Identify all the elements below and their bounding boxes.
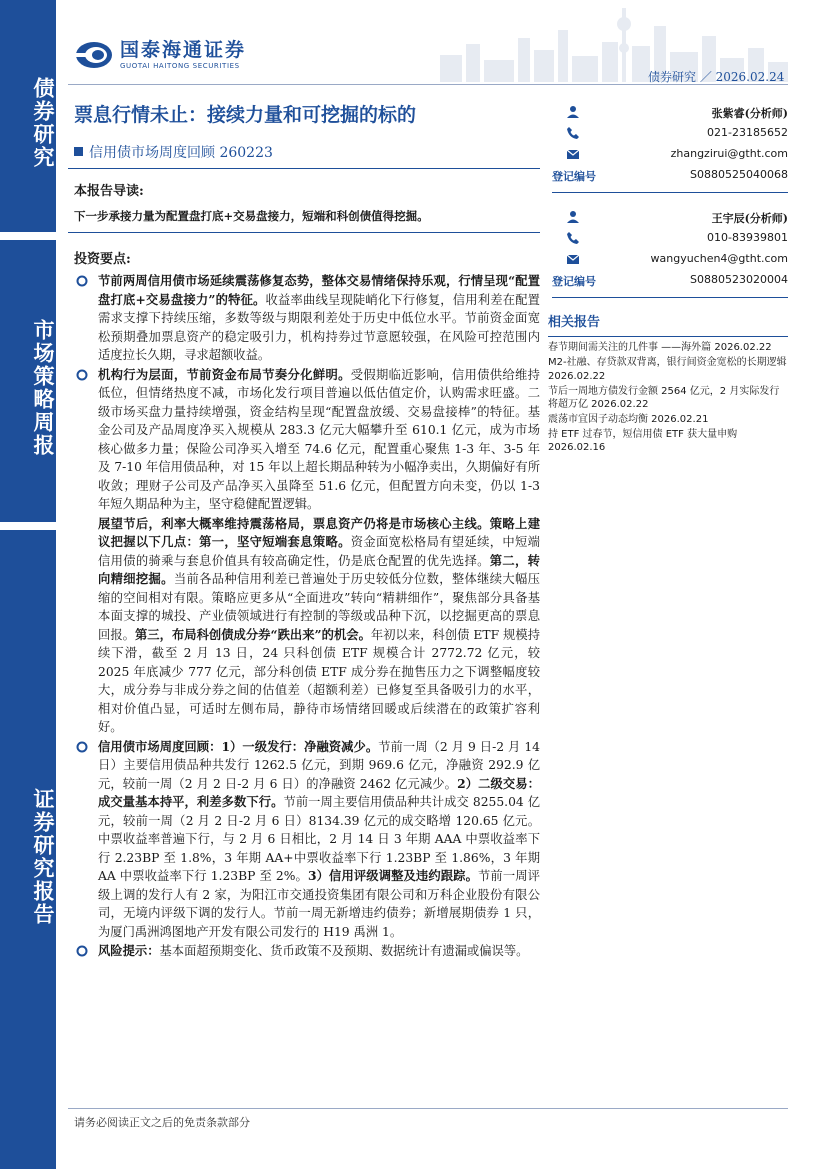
analyst-email-row — [552, 144, 788, 165]
analyst-divider — [552, 192, 788, 193]
point-4-bold-2: 2）二级交易：成交量基本持平，利差多数下行。 — [98, 775, 540, 809]
circle-bullet-icon — [76, 945, 88, 957]
person-icon — [566, 210, 580, 224]
point-5 — [74, 942, 540, 961]
phone-icon — [566, 126, 580, 140]
analyst-reg-row — [552, 165, 788, 186]
email-icon — [566, 252, 580, 266]
point-4-bold-3: 3）信用评级调整及违约跟踪。 — [307, 868, 479, 883]
guide-text: 下一步承接力量为配置盘打底+交易盘接力，短端和科创债值得挖掘。 — [74, 209, 429, 223]
point-2 — [74, 366, 540, 514]
point-2-bold: 机构行为层面，节前资金布局节奏分化鲜明。 — [98, 366, 351, 382]
analyst-reg-label: 登记编号 — [552, 170, 596, 183]
related-report-link[interactable]: 震荡市宜因子动态均衡 2026.02.21 — [548, 413, 709, 425]
related-report-link[interactable]: 节后一周地方债发行金额 2564 亿元，2 月实际发行将超万亿 2026.02.22 — [548, 385, 780, 411]
logo-mark-icon — [74, 40, 114, 70]
phone-icon — [566, 231, 580, 245]
analyst-name: 王宇辰(分析师) — [711, 212, 788, 225]
point-3 — [74, 515, 540, 737]
point-3-text-2: 当前各品种信用利差已普遍处于历史较低分位数，整体继续大幅压缩的空间相对有限。策略应更多从“全面进攻”转向“精耕细作”，聚焦部分具备基本面支撑的城投、产业债领域进行有控制的等级或品种下沉，以挖掘更高的票息回报。 — [98, 572, 540, 642]
company-logo — [74, 38, 246, 72]
analyst-name-row — [552, 207, 788, 228]
report-subtitle-text: 信用债市场周度回顾 260223 — [89, 145, 273, 161]
point-1 — [74, 272, 540, 365]
footer-divider — [68, 1108, 788, 1109]
point-3-bold-2: 第二，转向精细挖掘。 — [98, 552, 540, 586]
point-3-bold-3: 第三，布局科创债成分券“跌出来”的机会。 — [134, 626, 371, 642]
sidebar-label-strategy-weekly: 市场策略周报 — [0, 240, 56, 522]
analyst-divider — [552, 297, 788, 298]
related-report-link[interactable]: 持 ETF 过春节，短信用债 ETF 获大量申购 2026.02.16 — [548, 428, 738, 454]
circle-bullet-icon — [76, 741, 88, 753]
analyst-email[interactable]: zhangzirui@gtht.com — [670, 147, 788, 160]
analyst-card-2 — [552, 207, 788, 291]
guide-heading: 本报告导读: — [74, 184, 144, 199]
analyst-phone: 021-23185652 — [707, 126, 788, 139]
point-1-bold: 节前两周信用债市场延续震荡修复态势，整体交易情绪保持乐观，行情呈现“配置盘打底+交易盘接力”的特征。 — [98, 273, 540, 307]
sidebar-label-research-report: 证券研究报告 — [0, 530, 56, 1169]
analyst-email-row — [552, 249, 788, 270]
header-divider — [68, 84, 788, 85]
point-4-text-3: 节前一周评级上调的发行人有 2 家，为阳江市交通投资集团有限公司和万科企业股份有限公司，无境内评级下调的发行人。节前一周无新增违约债券；新增展期债券 1 只，为厦门禹洲鸿图地产开发有限公司发行的 H19 禹洲 1。 — [98, 869, 540, 939]
point-3-text: 资金面宽松格局有望延续，中短端信用债的骑乘与套息价值具有较高确定性，仍是底仓配置的优先选择。 — [98, 535, 540, 568]
sidebar-label-bond-research: 债券研究 — [0, 0, 56, 232]
sidebar — [0, 0, 56, 1169]
analyst-name-row — [552, 102, 788, 123]
point-4 — [74, 738, 540, 942]
analyst-reg-number: S0880525040068 — [690, 168, 788, 181]
point-2-text: 受假期临近影响，信用债供给维持低位，但情绪热度不减，市场化发行项目普遍以低估值定价，认购需求旺盛。二级市场买盘力量持续增强，资金结构呈现“配置盘放缓、交易盘接棒”的特征。基金公司及产品周度净买入规模从 283.3 亿元大幅攀升至 610.1 亿元，成为市场核心做多力量；保险公司净买入增至 74.6 亿元，配置重心聚焦 1-3 年、3-5 年及 7-10 年信用债品种，对 15 年以上超长期品种转为小幅净卖出，久期偏好有所收敛；理财子公司及产品净买入虽降至 51.6 亿元，但配置方向未变，仍以 1-3 年短久期品种为主，坚守稳健配置逻辑。 — [98, 367, 540, 511]
point-5-bold: 风险提示： — [98, 943, 160, 958]
point-3-text-3: 年初以来，科创债 ETF 规模持续下滑，截至 2 月 13 日，24 只科创债 ETF 规模合计 2772.72 亿元，较 2025 年底减少 777 亿元，部分科创债 ETF 成分券在抛售压力之下调整幅度较大，成分券与非成分券之间的估值差（超额利差）已修复至具备吸引力的水平，相对价值凸显，可适时左侧布局，静待市场情绪回暖或后续潜在的政策扩容利好。 — [98, 627, 540, 734]
report-subtitle — [74, 142, 273, 162]
report-title: 票息行情未止：接续力量和可挖掘的标的 — [74, 104, 417, 126]
analyst-reg-number: S0880523020004 — [690, 273, 788, 286]
point-4-text-2: 节前一周主要信用债品种共计成交 8255.04 亿元，较前一周（2 月 2 日-2 月 6 日）8134.39 亿元的成交略增 120.65 亿元。中票收益率普遍下行，与 2 月 6 日相比，2 月 14 日 3 年期 AAA 中票收益率下行 2.23BP 至 1.8%，3 年期 AA+中票收益率下行 1.23BP 至 1.86%，3 年期 AA 中票收益率下行 1.23BP 至 2%。 — [98, 795, 540, 883]
analyst-reg-label: 登记编号 — [552, 275, 596, 288]
analyst-phone-row — [552, 123, 788, 144]
related-report-link[interactable]: 春节期间需关注的几件事 ——海外篇 2026.02.22 — [548, 342, 772, 354]
analyst-phone-row — [552, 228, 788, 249]
logo-name-cn: 国泰海通证券 — [120, 38, 247, 61]
circle-bullet-icon — [76, 275, 88, 287]
email-icon — [566, 147, 580, 161]
disclaimer-note: 请务必阅读正文之后的免责条款部分 — [74, 1116, 250, 1129]
point-4-text: 节前一周（2 月 9 日-2 月 14 日）主要信用债品种共发行 1262.5 亿元，到期 969.6 亿元，净融资 292.9 亿元，较前一周（2 月 2 日-2 月 6 日）的净融资 2462 亿元减少。 — [98, 739, 540, 791]
square-bullet-icon — [74, 147, 83, 156]
analyst-reg-row — [552, 270, 788, 291]
related-reports — [548, 316, 788, 456]
point-4-bold: 信用债市场周度回顾：1）一级发行：净融资减少。 — [98, 738, 379, 754]
logo-name-en: GUOTAI HAITONG SECURITIES — [120, 61, 240, 70]
analyst-phone: 010-83939801 — [707, 231, 788, 244]
related-reports-heading: 相关报告 — [548, 315, 601, 330]
point-3-bold: 展望节后，利率大概率维持震荡格局，票息资产仍将是市场核心主线。策略上建议把握以下几点：第一，坚守短端套息策略。 — [98, 515, 540, 549]
point-1-text: 收益率曲线呈现陡峭化下行修复，信用利差在配置需求支撑下持续压缩，多数等级与期限利差处于历史中低位水平。节前资金面宽松预期叠加票息资产的稳定吸引力，机构持券过节意愿较强，在风险可控范围内适度拉长久期，寻求超额收益。 — [98, 292, 540, 362]
analyst-card-1 — [552, 102, 788, 186]
circle-bullet-icon — [76, 369, 88, 381]
related-reports-divider — [548, 336, 788, 337]
analyst-email[interactable]: wangyuchen4@gtht.com — [650, 252, 788, 265]
analyst-name: 张紫睿(分析师) — [711, 107, 788, 120]
points-heading: 投资要点: — [74, 252, 131, 267]
doc-type-date: 债券研究 ／ 2026.02.24 — [648, 70, 785, 84]
related-report-link[interactable]: M2-社融、存贷款双背离，银行间资金宽松的长期逻辑 2026.02.22 — [548, 357, 787, 382]
investment-points — [74, 272, 540, 961]
title-divider — [68, 168, 540, 169]
point-5-text: 基本面超预期变化、货币政策不及预期、数据统计有遗漏或偏误等。 — [159, 944, 529, 958]
guide-divider — [68, 232, 540, 233]
person-icon — [566, 105, 580, 119]
